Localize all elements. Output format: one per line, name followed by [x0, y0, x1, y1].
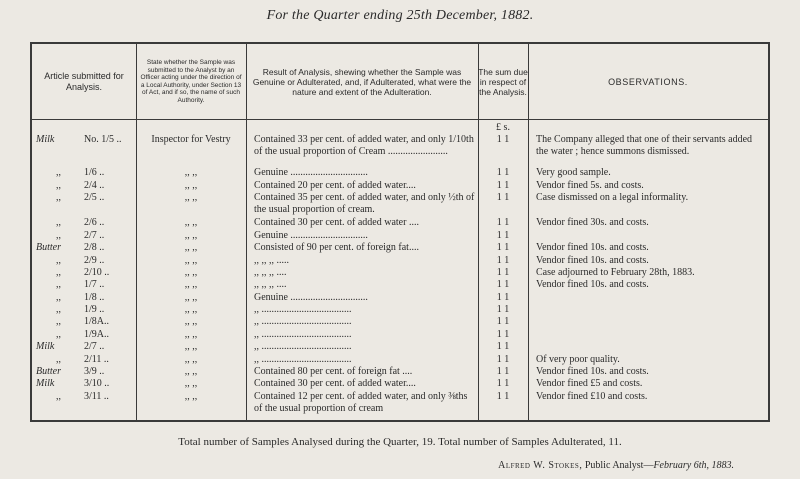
totals-line: Total number of Samples Analysed during the Quarter, 19. Total number of Samples Adulterated, 11. — [178, 436, 622, 448]
header-result: Result of Analysis, shewing whether the Sample was Genuine or Adulterated, and, if Adulterated, what were the nature and extent of the Adulteration. — [252, 66, 472, 97]
fee-due: 1 1 — [496, 255, 510, 266]
sample-number: 3/10 .. — [84, 378, 110, 389]
article-kind: ,, — [56, 304, 61, 315]
observation: Very good sample. — [536, 167, 611, 178]
sample-number: 2/7 .. — [84, 341, 105, 352]
fee-due: 1 1 — [496, 391, 510, 402]
analysis-result: ,, .................................... — [254, 304, 352, 315]
fee-due: 1 1 — [496, 316, 510, 327]
analysis-result: ,, .................................... — [254, 329, 352, 340]
fee-due: 1 1 — [496, 341, 510, 352]
fee-due: 1 1 — [496, 192, 510, 203]
analysis-result: Consisted of 90 per cent. of foreign fat.... — [254, 242, 419, 253]
fee-due: 1 1 — [496, 304, 510, 315]
submitted-by: Inspector for Vestry — [151, 134, 231, 145]
sample-number: 2/9 .. — [84, 255, 105, 266]
fee-due: 1 1 — [496, 134, 510, 145]
fee-due: 1 1 — [496, 292, 510, 303]
article-kind: Butter — [36, 366, 61, 377]
observation: Vendor fined 10s. and costs. — [536, 279, 649, 290]
sample-number: 2/6 .. — [84, 217, 105, 228]
article-kind: ,, — [56, 217, 61, 228]
observation: Vendor fined 5s. and costs. — [536, 180, 644, 191]
fee-due: 1 1 — [496, 279, 510, 290]
submitted-by: ,, ,, — [184, 378, 198, 389]
submitted-by: ,, ,, — [184, 354, 198, 365]
submitted-by: ,, ,, — [184, 180, 198, 191]
submitted-by: ,, ,, — [184, 217, 198, 228]
article-kind: ,, — [56, 230, 61, 241]
observation: Vendor fined 10s. and costs. — [536, 255, 649, 266]
fee-due: 1 1 — [496, 230, 510, 241]
analysis-result: ,, ,, ,, .... — [254, 279, 287, 290]
article-kind: ,, — [56, 316, 61, 327]
analysis-result: Contained 20 per cent. of added water.... — [254, 180, 416, 191]
analysis-result: ,, .................................... — [254, 341, 352, 352]
submitted-by: ,, ,, — [184, 279, 198, 290]
article-kind: ,, — [56, 354, 61, 365]
article-kind: ,, — [56, 180, 61, 191]
sample-number: 1/6 .. — [84, 167, 105, 178]
signature — [498, 460, 734, 471]
fee-due: 1 1 — [496, 267, 510, 278]
observation: Of very poor quality. — [536, 354, 620, 365]
sample-number: 1/8A.. — [84, 316, 109, 327]
observation: Vendor fined 30s. and costs. — [536, 217, 649, 228]
analysis-result: Genuine ............................... — [254, 230, 368, 241]
submitted-by: ,, ,, — [184, 304, 198, 315]
sample-number: 2/4 .. — [84, 180, 105, 191]
fee-due: 1 1 — [496, 217, 510, 228]
article-kind: ,, — [56, 279, 61, 290]
analyst-title: Public Analyst— — [582, 460, 654, 471]
fee-due: 1 1 — [496, 354, 510, 365]
sample-number: 2/11 .. — [84, 354, 109, 365]
observation: Vendor fined £10 and costs. — [536, 391, 648, 402]
header-divider — [32, 119, 768, 120]
fee-due: 1 1 — [496, 378, 510, 389]
analysis-result: Genuine ............................... — [254, 292, 368, 303]
analysis-table — [30, 42, 770, 422]
observation: The Company alleged that one of their servants added the water ; hence summons dismissed. — [536, 134, 753, 157]
header-sum: The sum due in respect of the Analysis. — [478, 66, 528, 97]
submitted-by: ,, ,, — [184, 329, 198, 340]
analysis-result: Contained 30 per cent. of added water .... — [254, 217, 419, 228]
fee-due: 1 1 — [496, 329, 510, 340]
article-kind: Milk — [36, 134, 55, 145]
article-kind: ,, — [56, 329, 61, 340]
header-article: Article submitted for Analysis. — [44, 70, 124, 92]
analysis-result: Contained 30 per cent. of added water.... — [254, 378, 416, 389]
article-kind: Butter — [36, 242, 61, 253]
sample-number: 1/9 .. — [84, 304, 105, 315]
analysis-result: Contained 35 per cent. of added water, and only ½th of the usual proportion of cream. — [254, 192, 475, 215]
sample-number: 3/11 .. — [84, 391, 109, 402]
report-date: February 6th, 1883. — [653, 460, 734, 471]
sample-number: 2/8 .. — [84, 242, 105, 253]
observation: Vendor fined £5 and costs. — [536, 378, 643, 389]
submitted-by: ,, ,, — [184, 292, 198, 303]
submitted-by: ,, ,, — [184, 366, 198, 377]
sample-number: 3/9 .. — [84, 366, 105, 377]
submitted-by: ,, ,, — [184, 167, 198, 178]
sample-number: 1/7 .. — [84, 279, 105, 290]
sample-number: 1/9A.. — [84, 329, 109, 340]
analysis-result: ,, ,, ,, ..... — [254, 255, 289, 266]
sample-number: 2/5 .. — [84, 192, 105, 203]
observation: Vendor fined 10s. and costs. — [536, 366, 649, 377]
sample-number: 2/7 .. — [84, 230, 105, 241]
header-state: State whether the Sample was submitted to the Analyst by an Officer acting under the direction of a Local Authority, under Section 13 of Act, and if so, the name of such Authority. — [140, 59, 242, 104]
fee-due: 1 1 — [496, 180, 510, 191]
analyst-name: Alfred W. Stokes, — [498, 460, 583, 471]
article-kind: Milk — [36, 378, 55, 389]
sample-number: 2/10 .. — [84, 267, 110, 278]
submitted-by: ,, ,, — [184, 267, 198, 278]
fee-due: 1 1 — [496, 366, 510, 377]
submitted-by: ,, ,, — [184, 316, 198, 327]
fee-due: 1 1 — [496, 167, 510, 178]
currency-label: £ s. — [496, 122, 510, 133]
observation: Vendor fined 10s. and costs. — [536, 242, 649, 253]
header-observations: OBSERVATIONS. — [608, 76, 688, 87]
submitted-by: ,, ,, — [184, 192, 198, 203]
analysis-result: ,, ,, ,, .... — [254, 267, 287, 278]
observation: Case adjourned to February 28th, 1883. — [536, 267, 695, 278]
page-title: For the Quarter ending 25th December, 1882. — [266, 8, 534, 23]
sample-number: No. 1/5 .. — [84, 134, 122, 145]
article-kind: ,, — [56, 192, 61, 203]
submitted-by: ,, ,, — [184, 341, 198, 352]
submitted-by: ,, ,, — [184, 391, 198, 402]
analysis-result: ,, .................................... — [254, 316, 352, 327]
fee-due: 1 1 — [496, 242, 510, 253]
article-kind: ,, — [56, 292, 61, 303]
article-kind: ,, — [56, 167, 61, 178]
article-kind: Milk — [36, 341, 55, 352]
analysis-result: Genuine ............................... — [254, 167, 368, 178]
article-kind: ,, — [56, 255, 61, 266]
analysis-result: Contained 12 per cent. of added water, and only ⅜ths of the usual proportion of cream — [254, 391, 468, 414]
article-kind: ,, — [56, 391, 61, 402]
submitted-by: ,, ,, — [184, 242, 198, 253]
analysis-result: ,, .................................... — [254, 354, 352, 365]
article-kind: ,, — [56, 267, 61, 278]
analysis-result: Contained 80 per cent. of foreign fat .... — [254, 366, 413, 377]
sample-number: 1/8 .. — [84, 292, 105, 303]
submitted-by: ,, ,, — [184, 230, 198, 241]
submitted-by: ,, ,, — [184, 255, 198, 266]
analysis-result: Contained 33 per cent. of added water, and only 1/10th of the usual proportion of Cream ........................ — [254, 134, 474, 157]
observation: Case dismissed on a legal informality. — [536, 192, 689, 203]
